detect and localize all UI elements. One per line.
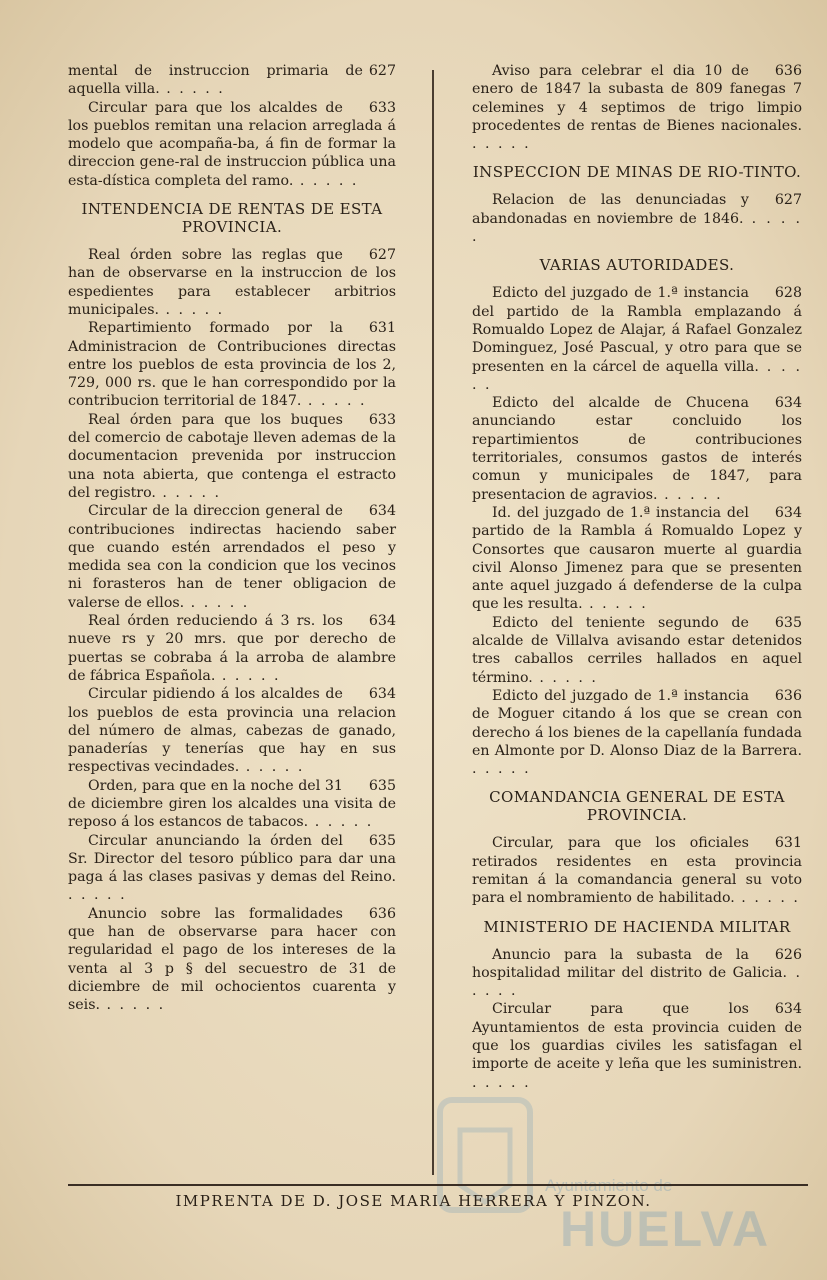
page-number: 634 [368, 613, 396, 630]
index-entry [472, 191, 802, 246]
index-entry [472, 62, 802, 153]
entry-text: Id. del juzgado de 1.ª instancia del partido de la Rambla á Romualdo Lopez y Consortes que causaron muerte al guardia civil Alonso Jimenez para que se presenten ante aquel juzgado á defenderse de la culpa que les resulta. [472, 504, 802, 613]
left-column [68, 62, 396, 1015]
leader-dots: . . . . . [293, 172, 359, 189]
page-number: 636 [774, 63, 802, 79]
index-entry [68, 905, 396, 1015]
index-entry [68, 612, 396, 685]
entry-text: Aviso para celebrar el dia 10 de enero de 1847 la subasta de 809 fanegas 7 celemines y 4 septimos de trigo limpio procedentes de rentas de Bienes nacionales. [472, 63, 802, 134]
leader-dots: . . . . . [532, 669, 598, 686]
page-number: 627 [368, 63, 396, 79]
leader-dots: . . . . . [472, 358, 802, 393]
page-number: 635 [368, 777, 396, 794]
index-entry [472, 394, 802, 504]
entry-text: Edicto del teniente segundo de alcalde de Villalva avisando estar detenidos tres caballos cerriles hallados en aquel término. [472, 614, 802, 686]
index-entry [68, 777, 396, 832]
footer-rule [68, 1184, 808, 1186]
entry-text: mental de instruccion primaria de aquella villa. [68, 63, 363, 98]
entry-text: Relacion de las denunciadas y abandonadas en noviembre de 1846. [472, 192, 749, 227]
leader-dots: . . . . . [472, 761, 531, 778]
entry-text: Real órden reduciendo á 3 rs. los nueve rs y 20 mrs. que por derecho de puertas se cobraba á la arroba de alambre de fábrica Española. [68, 613, 396, 684]
entry-text: Circular de la direccion general de contribuciones indirectas haciendo saber que cuando estén arrendados el peso y medida sea con la condicion que los vecinos ni forasteros han de tener obligacion de valerse de ellos. [68, 503, 396, 611]
entry-text: Anuncio sobre las formalidades que han de observarse para hacer con regularidad el pago de los intereses de la venta al 3 p § del secuestro de 31 de diciembre de mil ochocientos cuarenta y seis. [68, 905, 396, 1014]
page-number: 631 [368, 320, 396, 337]
section-heading: MINISTERIO DE HACIENDA MILITAR [483, 917, 791, 936]
entry-text: Real órden sobre las reglas que han de observarse en la instruccion de los espedientes para establecer arbitrios municipales. [68, 247, 396, 318]
page-number: 633 [368, 411, 396, 428]
page-number: 636 [368, 905, 396, 922]
page-number: 626 [774, 946, 802, 963]
index-entry [68, 246, 396, 319]
index-entry [68, 832, 396, 905]
section-heading: INTENDENCIA DE RENTAS DE ESTA PROVINCIA. [81, 200, 383, 237]
right-column [472, 62, 802, 1092]
page-number: 635 [774, 614, 802, 631]
column-divider [432, 70, 434, 1175]
leader-dots: . . . . . [472, 210, 802, 246]
leader-dots: . . . . . [582, 596, 648, 613]
entry-text: Edicto del juzgado de 1.ª instancia de Moguer citando á los que se crean con derecho á los bienes de la capellanía fundada en Almonte por D. Alonso Diaz de la Barrera. [472, 687, 802, 759]
index-entry [472, 834, 802, 907]
index-entry [68, 99, 396, 190]
leader-dots: . . . . . [472, 964, 802, 1000]
entry-text: Orden, para que en la noche del 31 de diciembre giren los alcaldes una visita de reposo á los estancos de tabacos. [68, 777, 396, 831]
page-number: 636 [774, 687, 802, 704]
entry-text: Circular para que los Ayuntamientos de esta provincia cuiden de que los guardias civiles les satisfagan el importe de aceite y leña que les suministren. [472, 1001, 802, 1073]
section-heading: INSPECCION DE MINAS DE RIO-TINTO. [472, 163, 802, 182]
leader-dots: . . . . . [215, 667, 281, 684]
page-number: 634 [774, 1001, 802, 1018]
leader-dots: . . . . . [155, 484, 221, 501]
page-number: 631 [774, 835, 802, 852]
leader-dots: . . . . . [301, 393, 367, 410]
entry-text: Anuncio para la subasta de la hospitalidad militar del distrito de Galicia. [472, 946, 787, 981]
section-heading: COMANDANCIA GENERAL DE ESTA PROVINCIA. [489, 788, 785, 825]
index-entry [68, 685, 396, 776]
page-number: 628 [774, 285, 802, 302]
entry-text: Edicto del alcalde de Chucena anunciando estar concluido los repartimientos de contribuciones territoriales, consumos gastos de interés comun y municipales de 1847, para presentacion de agravios. [472, 395, 802, 503]
leader-dots: . . . . . [472, 136, 531, 153]
index-entry [68, 319, 396, 410]
page-number: 634 [368, 503, 396, 520]
page-number: 634 [774, 504, 802, 521]
entry-text: Real órden para que los buques del comercio de cabotaje lleven ademas de la documentacion prevenida por instruccion una nota abierta, que contenga el estracto del registro. [68, 411, 396, 501]
index-entry [472, 946, 802, 1001]
leader-dots: . . . . . [657, 486, 723, 503]
page-number: 627 [368, 247, 396, 264]
leader-dots: . . . . . [100, 997, 166, 1014]
index-entry [472, 1000, 802, 1091]
entry-text: Circular pidiendo á los alcaldes de los pueblos de esta provincia una relacion del número de almas, cabezas de ganado, panaderías y tenerías que hay en sus respectivas vecindades. [68, 686, 396, 776]
watermark-line2: HUELVA [560, 1201, 771, 1257]
index-entry [472, 687, 802, 778]
leader-dots: . . . . . [239, 759, 305, 776]
index-entry [68, 502, 396, 612]
leader-dots: . . . . . [734, 890, 800, 907]
index-entry [472, 614, 802, 687]
index-entry [472, 284, 802, 394]
index-entry [68, 62, 396, 99]
entry-text: Repartimiento formado por la Administracion de Contribuciones directas entre los pueblos de esta provincia de los 2, 729, 000 rs. que le han correspondido por la contribucion territorial de 1847. [68, 320, 396, 410]
index-entry [472, 504, 802, 614]
leader-dots: . . . . . [308, 814, 374, 831]
index-entry [68, 411, 396, 502]
entry-text: Edicto del juzgado de 1.ª instancia del partido de la Rambla emplazando á Romualdo Lopez de Alajar, á Rafael Gonzalez Dominguez, José Pascual, y otro para que se presenten en la cárcel de aquella villa. [472, 285, 802, 375]
page-number: 627 [774, 192, 802, 209]
page-number: 635 [368, 832, 396, 849]
leader-dots: . . . . . [159, 301, 225, 318]
page-number: 633 [368, 99, 396, 116]
page-number: 634 [368, 686, 396, 703]
entry-text: Circular para que los alcaldes de los pueblos remitan una relacion arreglada á modelo que acompaña-ba, á fin de formar la direccion gene-ral de instruccion pública una esta-dística completa del ramo. [68, 99, 396, 189]
section-heading: VARIAS AUTORIDADES. [539, 256, 735, 275]
leader-dots: . . . . . [68, 887, 127, 904]
entry-text: Circular anunciando la órden del Sr. Director del tesoro público para dar una paga á las clases pasivas y demas del Reino. [68, 832, 396, 886]
leader-dots: . . . . . [472, 1074, 531, 1091]
leader-dots: . . . . . [184, 594, 250, 611]
leader-dots: . . . . . [159, 81, 225, 98]
entry-text: Circular, para que los oficiales retirados residentes en esta provincia remitan á la comandancia general su voto para el nombramiento de habilitado. [472, 835, 802, 907]
page-number: 634 [774, 395, 802, 412]
printer-footer: IMPRENTA DE D. JOSE MARIA HERRERA Y PINZON. [175, 1192, 652, 1210]
